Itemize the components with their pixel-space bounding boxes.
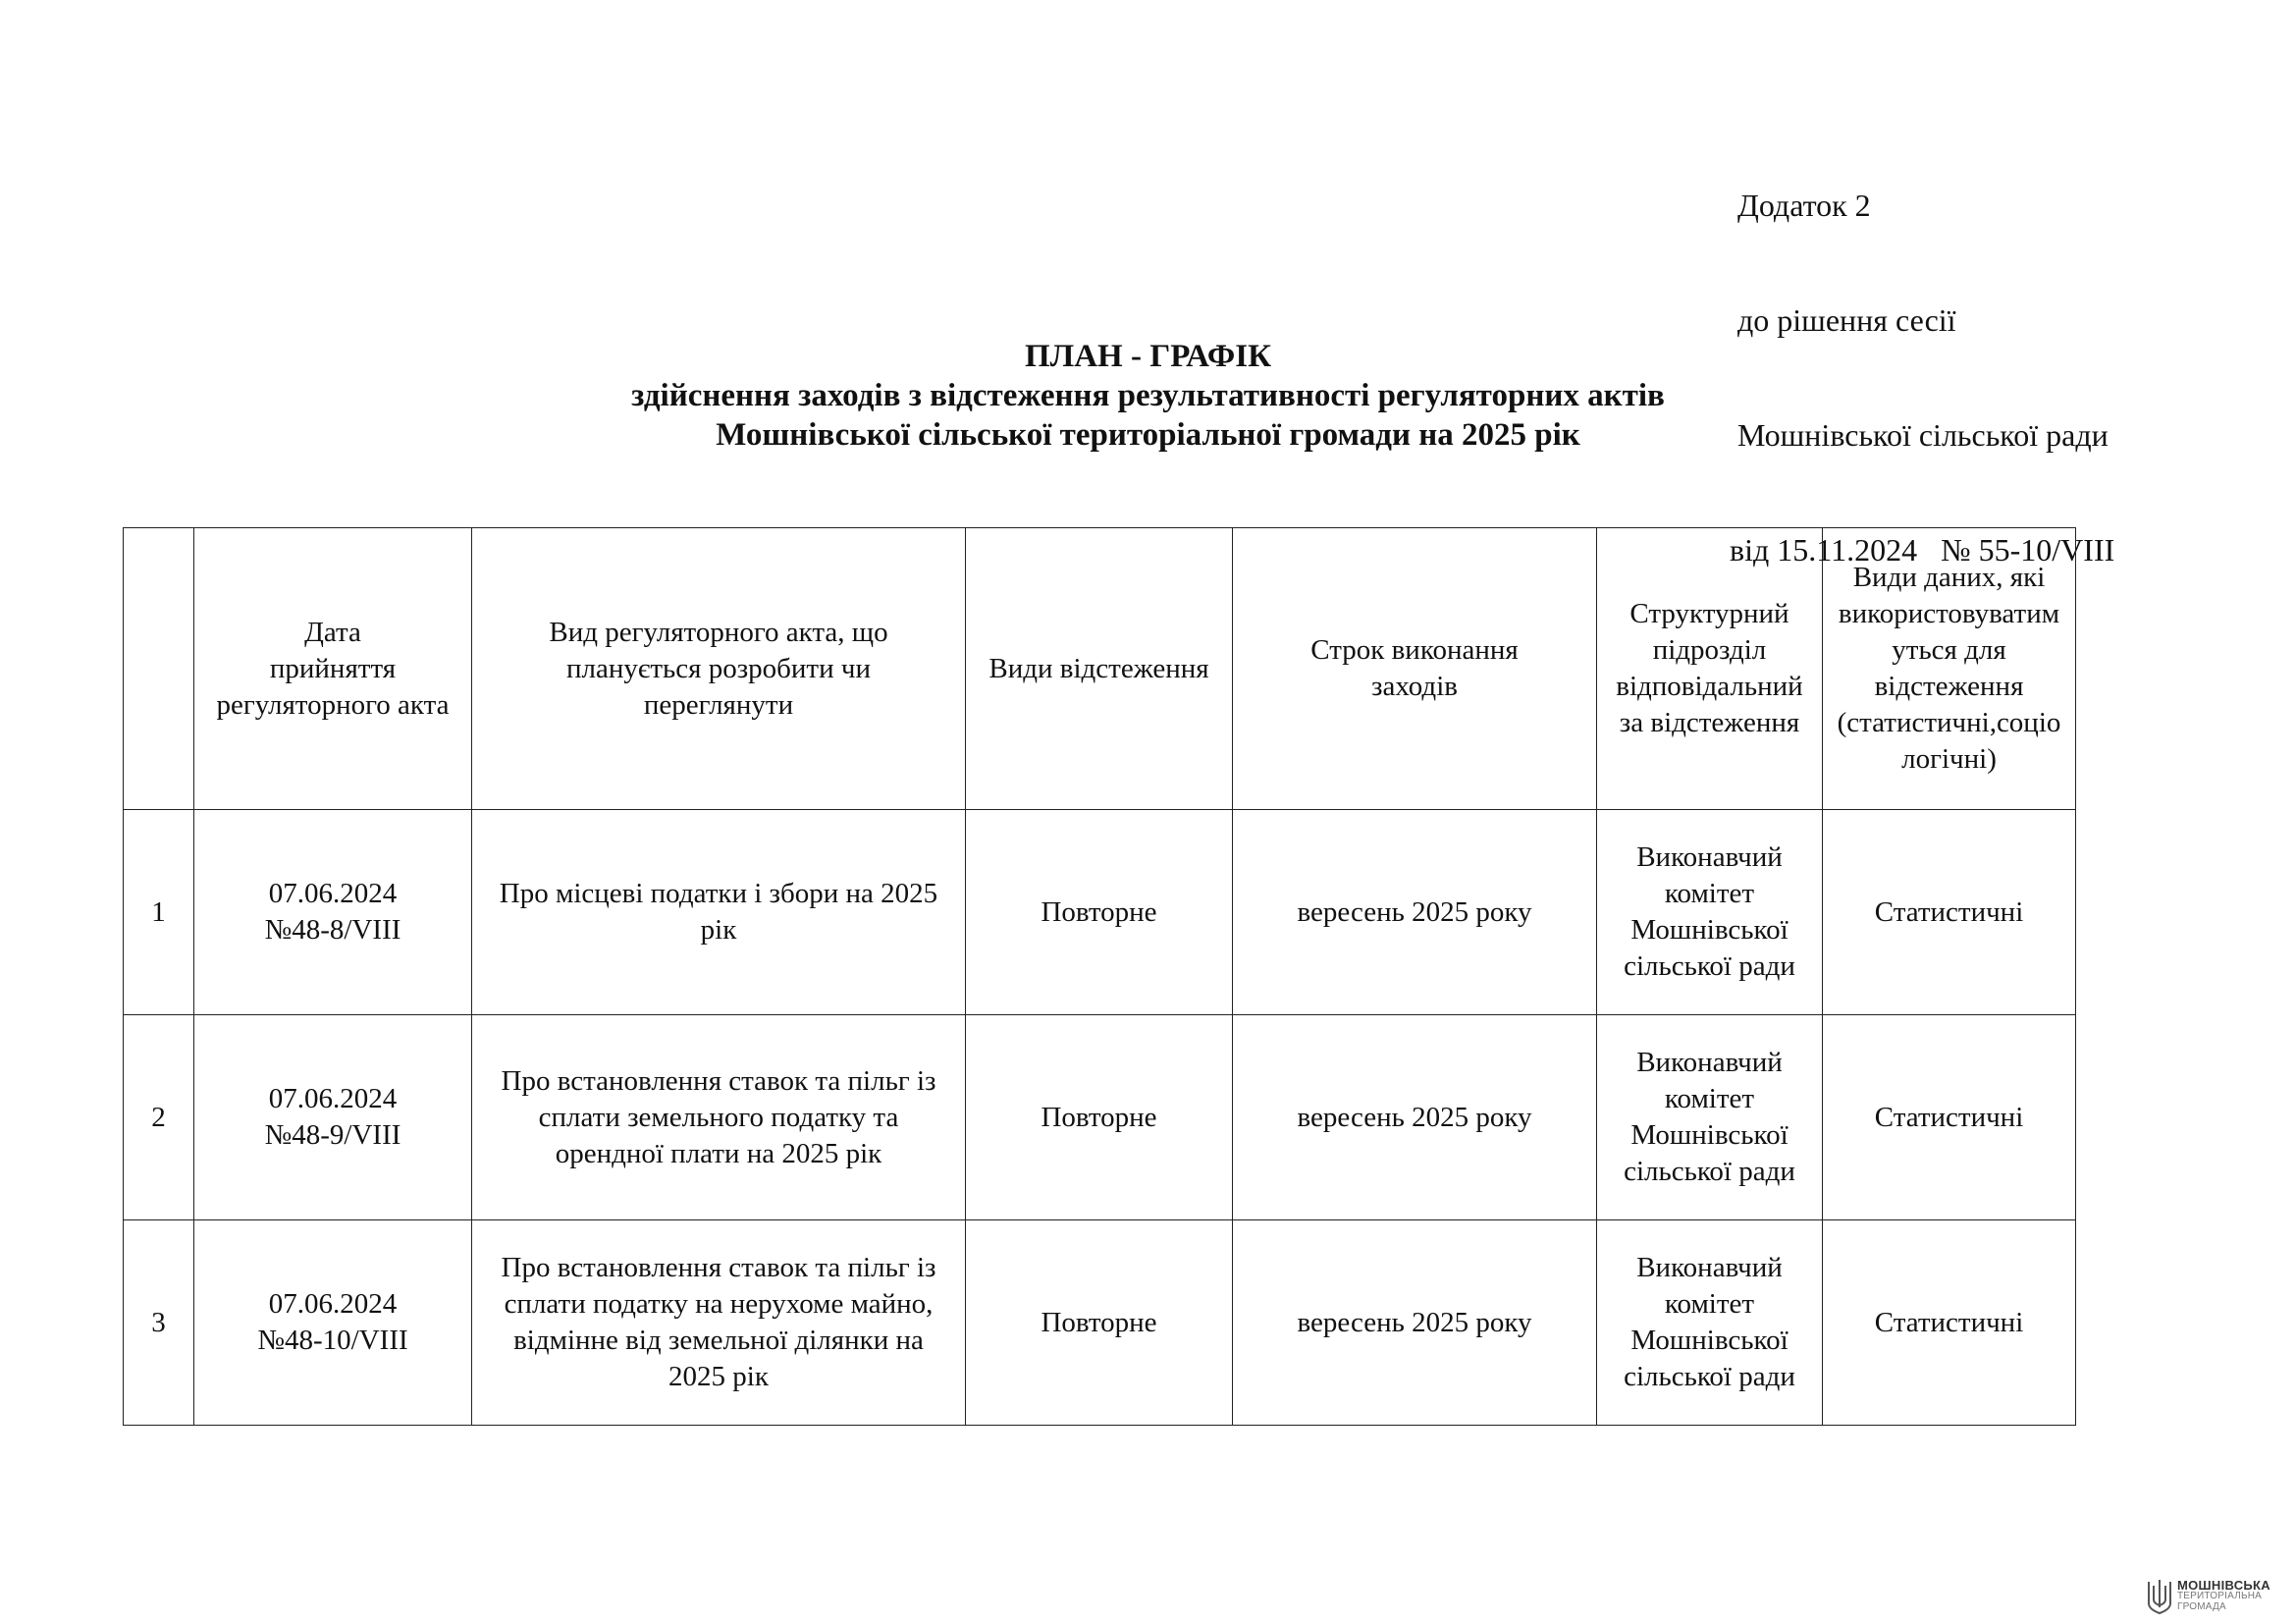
annex-title: Додаток 2 (1737, 188, 1871, 223)
row-act: Про встановлення ставок та пільг із сплати податку на нерухоме майно, відмінне від земельної ділянки на 2025 рік (472, 1220, 966, 1426)
row-num: 1 (124, 810, 194, 1015)
row-tracking: Повторне (966, 1015, 1233, 1220)
logo-line-2: ТЕРИТОРІАЛЬНА (2177, 1590, 2263, 1601)
header-unit: Структурний підрозділ відповідальний за відстеження (1597, 528, 1823, 810)
row-act: Про встановлення ставок та пільг із сплати земельного податку та орендної плати на 2025 рік (472, 1015, 966, 1220)
header-tracking: Види відстеження (966, 528, 1233, 810)
row-data-types: Статистичні (1823, 810, 2076, 1015)
header-num (124, 528, 194, 810)
table-row (124, 1015, 2076, 1220)
row-unit: Виконавчий комітет Мошнівської сільської ради (1597, 810, 1823, 1015)
row-num: 2 (124, 1015, 194, 1220)
row-unit: Виконавчий комітет Мошнівської сільської ради (1597, 1220, 1823, 1426)
logo-line-3: ГРОМАДА (2177, 1600, 2226, 1612)
row-deadline: вересень 2025 року (1233, 1015, 1597, 1220)
row-unit: Виконавчий комітет Мошнівської сільської ради (1597, 1015, 1823, 1220)
document-title (0, 337, 2296, 455)
header-act: Вид регуляторного акта, що планується розробити чи переглянути (472, 528, 966, 810)
row-date: 07.06.2024 №48-9/VIII (194, 1015, 472, 1220)
row-data-types: Статистичні (1823, 1015, 2076, 1220)
title-line-2: здійснення заходів з відстеження результативності регуляторних актів (631, 378, 1665, 413)
annex-date-number: від 15.11.2024 № 55-10/VIII (1730, 532, 2115, 568)
row-num: 3 (124, 1220, 194, 1426)
table-row (124, 1220, 2076, 1426)
community-logo (2146, 1574, 2283, 1617)
header-date: Дата прийняття регуляторного акта (194, 528, 472, 810)
row-tracking: Повторне (966, 810, 1233, 1015)
table-row (124, 810, 2076, 1015)
header-deadline: Строк виконання заходів (1233, 528, 1597, 810)
row-deadline: вересень 2025 року (1233, 810, 1597, 1015)
plan-table (123, 527, 2076, 1426)
row-act: Про місцеві податки і збори на 2025 рік (472, 810, 966, 1015)
row-date: 07.06.2024 №48-8/VIII (194, 810, 472, 1015)
header-data-types: Види даних, які використовуватим уться для відстеження (статистичні,соціо логічні) (1823, 528, 2076, 810)
row-tracking: Повторне (966, 1220, 1233, 1426)
annex-council: Мошнівської сільської ради (1737, 417, 2109, 453)
row-deadline: вересень 2025 року (1233, 1220, 1597, 1426)
annex-decision: до рішення сесії (1737, 302, 1956, 338)
row-date: 07.06.2024 №48-10/VIII (194, 1220, 472, 1426)
title-line-1: ПЛАН - ГРАФІК (1024, 339, 1272, 374)
logo-text (2177, 1577, 2270, 1612)
title-line-3: Мошнівської сільської територіальної громади на 2025 рік (716, 417, 1580, 453)
table-header-row (124, 528, 2076, 810)
row-data-types: Статистичні (1823, 1220, 2076, 1426)
trident-icon (2146, 1576, 2173, 1615)
logo-line-1: МОШНІВСЬКА (2177, 1577, 2270, 1593)
